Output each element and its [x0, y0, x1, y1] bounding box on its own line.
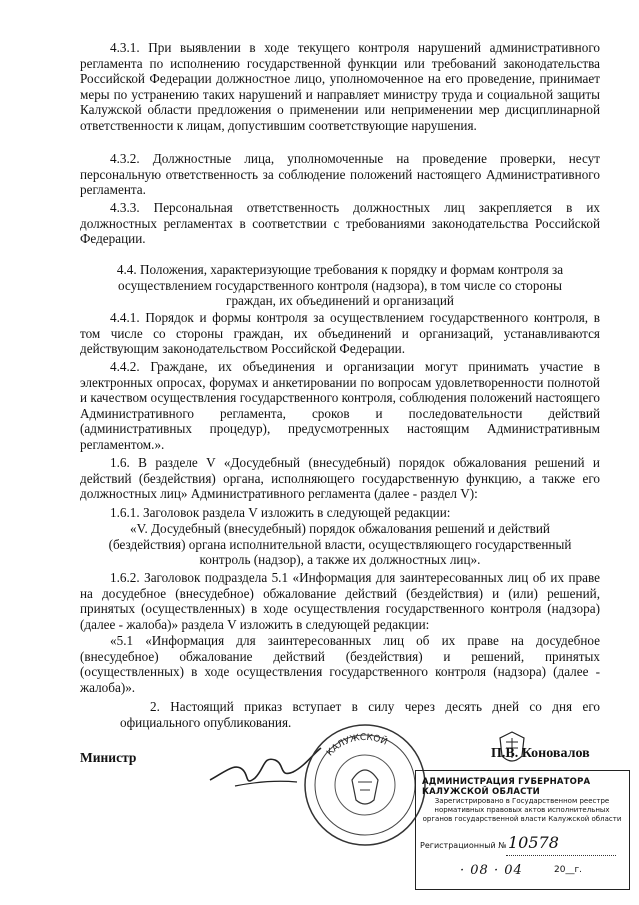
- stamp-reg-number: 10578: [508, 833, 559, 852]
- signer-name: П.В. Коновалов: [491, 746, 590, 761]
- paragraph-5-1-quote: «5.1 «Информация для заинтересованных лиц об их праве на досудебное (внесудебное) обжалование действий (бездействия) и решений, принятых (осуществленных) в ходе осуществления государственного контроля (надзора) (далее - жалоба)».: [80, 633, 600, 695]
- paragraph-1-6-2: 1.6.2. Заголовок подраздела 5.1 «Информация для заинтересованных лиц об их праве на досудебное (внесудебное) обжалование действий (бездействия) и (или) решений, принятых (осуществленных) в ходе осуществления государственного контроля (надзора) (далее - жалоба)» раздела V изложить в следующей редакции:: [80, 570, 600, 632]
- quoted-section-title: «V. Досудебный (внесудебный) порядок обжалования решений и действий (бездействия) органа исполнительной власти, осуществляющего государственный контроль (надзор), а также их должностных лиц».: [108, 521, 572, 568]
- paragraph-1-6-1: 1.6.1. Заголовок раздела V изложить в следующей редакции:: [110, 505, 451, 520]
- paragraph-4-3-2: 4.3.2. Должностные лица, уполномоченные на проведение проверки, несут персональную ответственность за соблюдение положений настоящего Административного регламента.: [80, 151, 600, 198]
- stamp-year: 20__г.: [554, 865, 583, 875]
- seal-text: КАЛУЖСКОЙ: [325, 732, 389, 759]
- paragraph-4-4-2: 4.4.2. Граждане, их объединения и организации могут принимать участие в электронных опросах, форумах и анкетировании по вопросам удовлетворенности полнотой и качеством осуществления государственного контроля, соблюдения положений настоящего Административного регламента, сроков и последовательности действий (административных процедур), предусмотренных настоящим Административным регламентом.».: [80, 359, 600, 452]
- signer-position: Министр: [80, 750, 137, 765]
- stamp-date: · 08 · 04: [460, 863, 523, 878]
- registration-stamp: [415, 770, 630, 890]
- paragraph-4-3-3: 4.3.3. Персональная ответственность должностных лиц закрепляется в их должностных регламентах в соответствии с требованиями законодательства Российской Федерации.: [80, 200, 600, 247]
- stamp-title: АДМИНИСТРАЦИЯ ГУБЕРНАТОРА КАЛУЖСКОЙ ОБЛАСТИ: [422, 777, 591, 797]
- section-heading-4-4: 4.4. Положения, характеризующие требования к порядку и формам контроля за осуществлением государственного контроля (надзора), в том числе со стороны граждан, их объединений и организаций: [116, 262, 564, 309]
- stamp-text: Зарегистрировано в Государственном реестре нормативных правовых актов исполнительных органов государственной власти Калужской области: [422, 797, 622, 823]
- paragraph-4-3-1: 4.3.1. При выявлении в ходе текущего контроля нарушений административного регламента по исполнению государственной функции или требований законодательства Российской Федерации должностное лицо, уполномоченное на его проведение, принимает меры по устранению таких нарушений и направляет министру труда и социальной защиты Калужской области предложения о применении или неприменении мер дисциплинарной ответственности к лицам, допустившим соответствующие нарушения.: [80, 40, 600, 133]
- paragraph-2: 2. Настоящий приказ вступает в силу через десять дней со дня его официального опубликования.: [120, 699, 600, 730]
- paragraph-4-4-1: 4.4.1. Порядок и формы контроля за осуществлением государственного контроля, в том числе со стороны граждан, их объединений и организаций, устанавливаются действующим законодательством Российской Федерации.: [80, 310, 600, 357]
- official-seal: [300, 720, 430, 850]
- stamp-underline: [506, 855, 616, 856]
- paragraph-1-6: 1.6. В разделе V «Досудебный (внесудебный) порядок обжалования решений и действий (бездействия) органа, исполняющего государственную функцию, а также его должностных лиц» Административного регламента (далее - раздел V):: [80, 455, 600, 502]
- stamp-reg-label: Регистрационный №: [420, 841, 507, 850]
- svg-text:КАЛУЖСКОЙ: [325, 733, 389, 758]
